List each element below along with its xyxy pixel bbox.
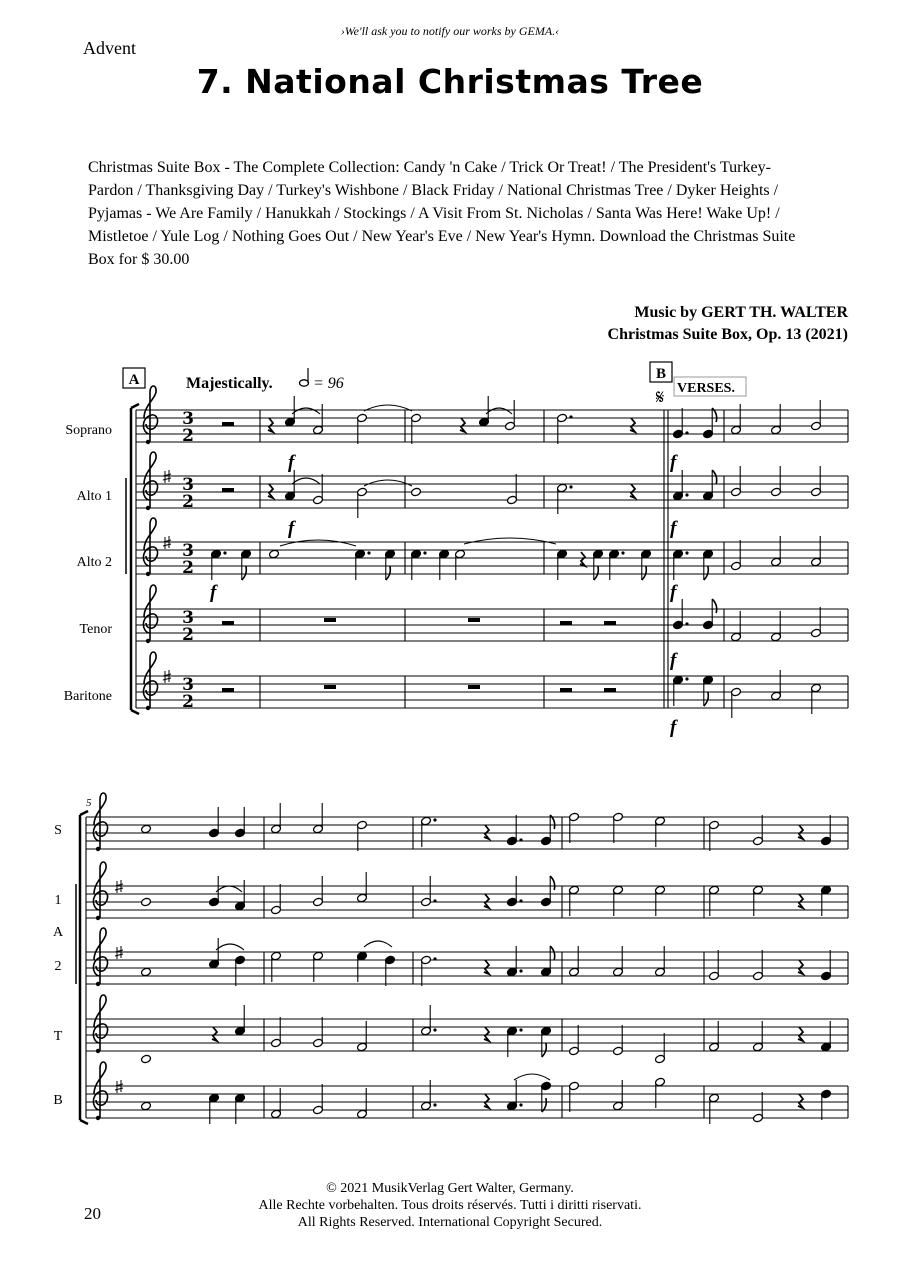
note-head <box>141 897 152 907</box>
rest-icon <box>212 1027 217 1041</box>
treble-clef-icon <box>143 652 157 710</box>
dynamics <box>210 452 678 738</box>
svg-text:3: 3 <box>182 409 194 429</box>
treble-clef-icon <box>93 862 107 920</box>
slur <box>514 1074 550 1080</box>
slur <box>216 944 244 950</box>
segno-icon: 𝄋 <box>655 385 665 409</box>
svg-text:3: 3 <box>182 541 194 561</box>
instrument-tenor: Tenor <box>79 622 112 637</box>
rest-icon <box>324 685 336 689</box>
page-title: 7. National Christmas Tree <box>196 62 704 101</box>
treble-clef-icon <box>143 386 157 444</box>
note-head <box>141 1054 152 1064</box>
note-head <box>141 824 152 834</box>
rest-icon <box>798 1094 803 1108</box>
rest-icon <box>468 618 480 622</box>
system-1 <box>64 362 848 738</box>
system-2-notes <box>141 803 832 1124</box>
note-head <box>141 1101 152 1111</box>
dynamic-marking: f <box>288 452 295 473</box>
rest-icon <box>484 894 489 908</box>
svg-text:2: 2 <box>182 692 194 712</box>
system-2 <box>53 793 848 1124</box>
dynamic-marking: f <box>670 717 677 738</box>
system-1-notes <box>211 396 822 718</box>
rest-icon <box>630 418 635 432</box>
svg-text:B: B <box>655 366 667 382</box>
slur <box>280 540 356 546</box>
time-signature <box>182 409 194 712</box>
instrument-alto-1: Alto 1 <box>76 489 112 504</box>
rest-icon <box>484 825 489 839</box>
dynamic-marking: f <box>288 518 295 539</box>
svg-text:3: 3 <box>182 608 194 628</box>
rights-line-english: All Rights Reserved. International Copyright Secured. <box>297 1215 603 1230</box>
treble-clef-icon <box>93 995 107 1053</box>
rest-icon <box>222 688 234 692</box>
slur <box>364 941 392 947</box>
rehearsal-mark-b <box>650 362 672 382</box>
rest-icon <box>604 621 616 625</box>
treble-clef-icon <box>93 928 107 986</box>
rest-icon <box>798 825 803 839</box>
barlines <box>136 410 848 708</box>
svg-text:2: 2 <box>182 426 194 446</box>
system-bracket <box>131 404 139 714</box>
svg-text:2: 2 <box>182 625 194 645</box>
slur <box>292 478 320 484</box>
page-number: 20 <box>84 1204 101 1223</box>
slur <box>216 886 242 892</box>
dynamic-marking: f <box>670 582 677 603</box>
svg-text:2: 2 <box>182 492 194 512</box>
treble-clef-icon <box>143 452 157 510</box>
tempo-value: = 96 <box>313 375 344 392</box>
rest-icon <box>798 894 803 908</box>
measure-number: 5 <box>86 797 92 809</box>
dynamic-marking: f <box>210 582 217 603</box>
slur <box>292 408 320 414</box>
collection-description: Christmas Suite Box - The Complete Collection: Candy 'n Cake / Trick Or Treat! / The President's Turkey-Pardon / Thanksgiving Day / Turkey's Wishbone / Black Friday / National Christmas Tree / Dyker Heights / Pyjamas - We Are Family / Hanukkah / Stockings / A Visit From St. Nicholas / Santa Was Here! Wake Up! / Mistletoe / Yule Log / Nothing Goes Out / New Year's Eve / New Year's Hymn. Download the Christmas Suite Box for $ 30.00 <box>88 159 796 268</box>
rest-icon <box>484 1094 489 1108</box>
staff-lines <box>136 410 848 708</box>
tempo-note-icon <box>300 368 309 386</box>
instrument-soprano: Soprano <box>65 423 112 438</box>
rest-icon <box>630 484 635 498</box>
dynamic-marking: f <box>670 650 677 671</box>
rest-icon <box>222 488 234 492</box>
instrument-a1: 1 <box>54 893 62 908</box>
staff-lines <box>86 817 848 1118</box>
copyright-footer <box>0 1180 900 1231</box>
rights-line-multilingual: Alle Rechte vorbehalten. Tous droits réservés. Tutti i diritti riservati. <box>258 1198 642 1213</box>
slur <box>464 538 556 544</box>
svg-text:3: 3 <box>182 675 194 695</box>
rest-icon <box>324 618 336 622</box>
treble-clef-icon <box>93 793 107 851</box>
rest-icon <box>268 418 273 432</box>
instrument-b: B <box>53 1093 63 1108</box>
treble-clef-icon <box>93 1062 107 1120</box>
instrument-t: T <box>53 1029 63 1044</box>
rest-icon <box>560 688 572 692</box>
rest-icon <box>484 960 489 974</box>
rest-icon <box>604 688 616 692</box>
dynamic-marking: f <box>670 518 677 539</box>
rest-icon <box>222 621 234 625</box>
section-label: Advent <box>83 38 136 58</box>
note-head <box>269 549 280 559</box>
rest-icon <box>798 960 803 974</box>
rehearsal-mark-a <box>123 368 145 388</box>
rest-icon <box>468 685 480 689</box>
opus-credit: Christmas Suite Box, Op. 13 (2021) <box>607 326 848 343</box>
treble-clef-icon <box>143 518 157 576</box>
gema-notice: ›We'll ask you to notify our works by GEMA.‹ <box>340 24 560 38</box>
note-head <box>411 487 422 497</box>
rest-icon <box>580 552 585 566</box>
slur <box>486 408 512 414</box>
instrument-a2: 2 <box>54 959 62 974</box>
note-head <box>141 967 152 977</box>
svg-text:2: 2 <box>182 558 194 578</box>
rest-icon <box>798 1027 803 1041</box>
treble-clef-icon <box>143 585 157 643</box>
rest-icon <box>222 422 234 426</box>
copyright-line: © 2021 MusikVerlag Gert Walter, Germany. <box>326 1181 574 1196</box>
instrument-baritone: Baritone <box>63 689 112 704</box>
rest-icon <box>460 418 465 432</box>
instrument-alto-2: Alto 2 <box>76 555 112 570</box>
tempo-marking: Majestically. <box>186 375 273 392</box>
instrument-s: S <box>54 823 62 838</box>
rest-icon <box>560 621 572 625</box>
svg-text:A: A <box>128 372 140 388</box>
dynamic-marking: f <box>670 452 677 473</box>
svg-text:3: 3 <box>182 475 194 495</box>
verses-label <box>674 377 746 396</box>
rest-icon <box>484 1027 489 1041</box>
composer-credit: Music by GERT TH. WALTER <box>634 304 848 321</box>
instrument-a: A <box>52 925 64 940</box>
rest-icon <box>268 484 273 498</box>
svg-text:VERSES.: VERSES. <box>677 381 735 396</box>
